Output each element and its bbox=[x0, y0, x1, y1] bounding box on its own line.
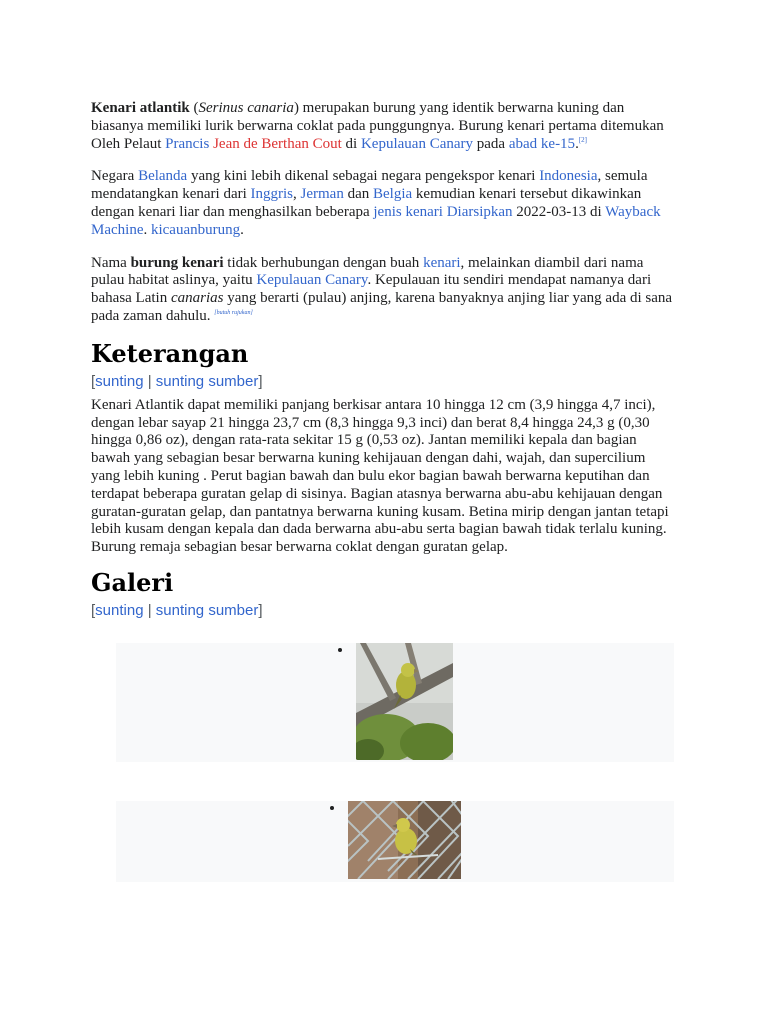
link-belgia[interactable]: Belgia bbox=[373, 186, 413, 203]
article-content bbox=[91, 100, 675, 626]
link-kepulauan-canary-2[interactable]: Kepulauan Canary bbox=[256, 272, 368, 289]
gallery-item bbox=[116, 801, 674, 882]
edit-link-sunting-sumber[interactable]: sunting sumber bbox=[155, 601, 259, 619]
link-belanda[interactable]: Belanda bbox=[138, 168, 188, 185]
link-kicauanburung[interactable]: kicauanburung bbox=[150, 221, 241, 238]
link-jerman[interactable]: Jerman bbox=[300, 186, 344, 203]
redlink-jean-de-berthan-cout[interactable]: Jean de Berthan Cout bbox=[213, 135, 342, 152]
edit-link-sunting[interactable]: sunting bbox=[95, 601, 144, 619]
article-subject: Kenari atlantik bbox=[91, 100, 190, 116]
canary-on-branch-photo[interactable] bbox=[356, 643, 453, 760]
link-indonesia[interactable]: Indonesia bbox=[539, 168, 598, 185]
edit-section-galeri: [sunting | sunting sumber] bbox=[91, 601, 263, 619]
edit-link-sunting[interactable]: sunting bbox=[95, 372, 144, 390]
list-bullet bbox=[338, 648, 342, 652]
keterangan-paragraph: Kenari Atlantik dapat memiliki panjang berkisar antara 10 hingga 12 cm (3,9 hingga 4,7 inci), dengan lebar sayap 21 hingga 23,7 cm (8,3 hingga 9,3 inci) dan berat 8,4 hingga 24,3 g (0,30 hingga 0,86 oz), dengan rata-rata sekitar 15 g (0,53 oz). Jantan memiliki kepala dan bagian bawah yang sebagian besar berwarna kuning kehijauan dengan dahi, wajah, dan supercilium yang lebih kuning . Perut bagian bawah dan bulu ekor bagian bawah berwarna keputihan dan terdapat beberapa guratan gelap di sisinya. Bagian atasnya berwarna abu-abu kehijauan dengan guratan-guratan gelap, dan pantatnya berwarna kuning kusam. Betina mirip dengan jantan tetapi lebih kusam dengan kepala dan dada berwarna abu-abu serta bagian bawah tidak terlalu kuning. Burung remaja sebagian besar berwarna coklat dengan guratan gelap. bbox=[91, 396, 669, 556]
canary-fence-image bbox=[348, 801, 461, 879]
intro-paragraph-3: Nama burung kenari tidak berhubungan dengan buah kenari, melainkan diambil dari nama pulau habitat aslinya, yaitu Kepulauan Canary. Kepulauan itu sendiri mendapat namanya dari bahasa Latin canarias yang berarti (pulau) anjing, karena banyaknya anjing liar yang ada di sana pada zaman dahulu. [butuh rujukan] bbox=[91, 254, 673, 324]
canary-behind-wire-fence-photo[interactable] bbox=[348, 801, 461, 879]
intro-paragraph-1: Kenari atlantik (Serinus canaria) merupakan burung yang identik berwarna kuning dan biasanya memiliki lurik berwarna coklat pada punggungnya. Burung kenari pertama ditemukan Oleh Pelaut Prancis Jean de Berthan Cout di Kepulauan Canary pada abad ke-15.[2] bbox=[91, 100, 664, 152]
link-wayback-machine[interactable]: Wayback Machine bbox=[91, 203, 661, 238]
latin-term: canarias bbox=[170, 290, 224, 307]
bold-term: burung kenari bbox=[130, 254, 224, 271]
gallery-item bbox=[116, 643, 674, 762]
latin-name: Serinus canaria bbox=[198, 100, 294, 116]
edit-section-keterangan: [sunting | sunting sumber] bbox=[91, 372, 263, 390]
link-inggris[interactable]: Inggris bbox=[250, 186, 294, 203]
citation-needed-link[interactable]: [butuh rujukan] bbox=[214, 309, 253, 316]
link-abad-ke-15[interactable]: abad ke-15 bbox=[508, 135, 576, 152]
list-bullet bbox=[330, 806, 334, 810]
link-kepulauan-canary[interactable]: Kepulauan Canary bbox=[360, 135, 474, 152]
intro-paragraph-2: Negara Belanda yang kini lebih dikenal sebagai negara pengekspor kenari Indonesia, semula mendatangkan kenari dari Inggris, Jerman dan Belgia kemudian kenari tersebut dikawinkan dengan kenari liar dan menghasilkan beberapa jenis kenari Diarsipkan 2022-03-13 di Wayback Machine. kicauanburung. bbox=[91, 168, 661, 238]
heading-keterangan: Keterangan bbox=[91, 338, 249, 368]
reference-link[interactable]: [2] bbox=[578, 135, 587, 144]
link-diarsipkan[interactable]: Diarsipkan bbox=[446, 203, 513, 220]
heading-galeri: Galeri bbox=[91, 567, 174, 597]
link-kenari[interactable]: kenari bbox=[423, 254, 461, 271]
link-jenis-kenari[interactable]: jenis kenari bbox=[373, 203, 443, 220]
link-prancis[interactable]: Prancis bbox=[165, 135, 210, 152]
canary-on-branch-image bbox=[356, 643, 453, 760]
edit-link-sunting-sumber[interactable]: sunting sumber bbox=[155, 372, 259, 390]
